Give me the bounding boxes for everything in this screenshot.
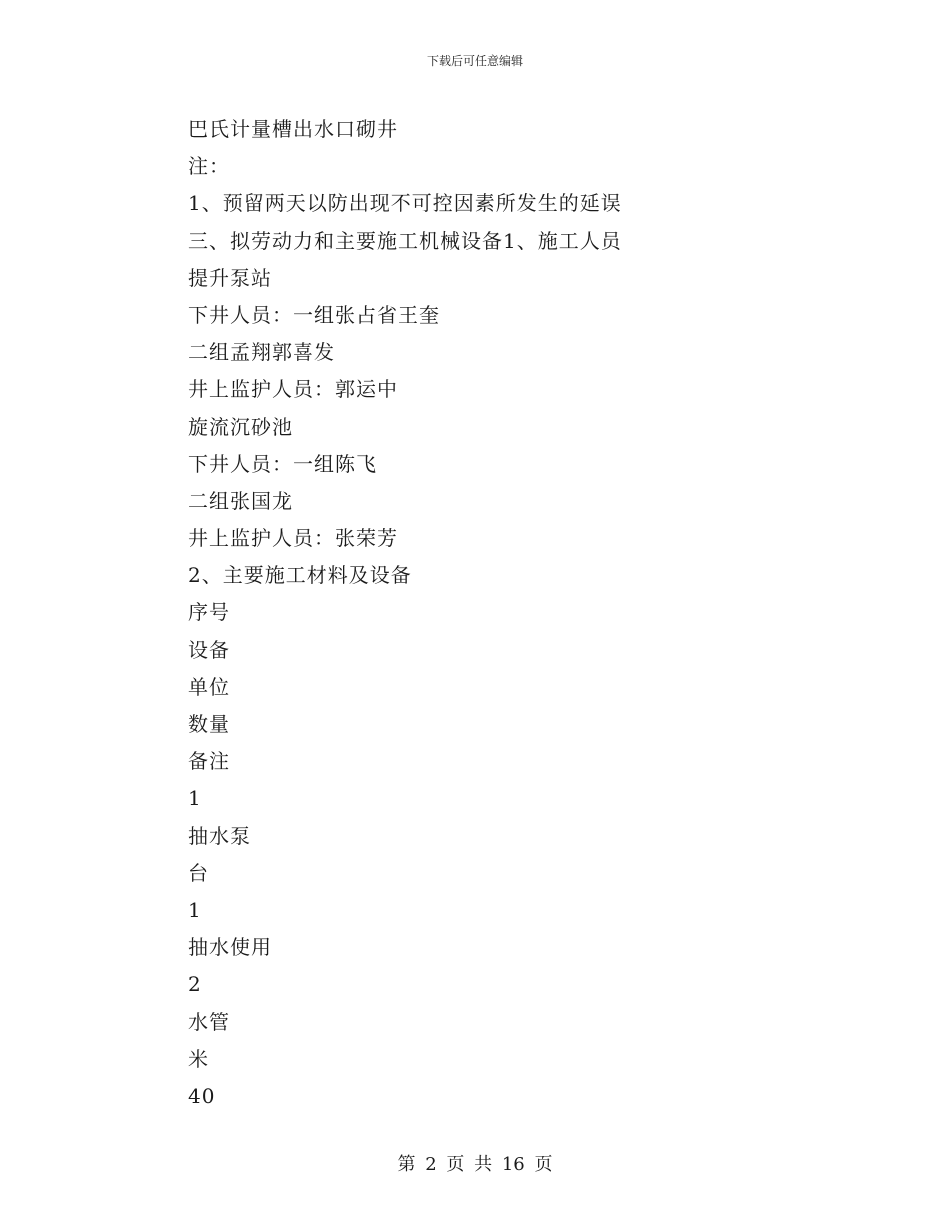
text-line: 二组张国龙 — [188, 488, 293, 513]
text-line: 巴氏计量槽出水口砌井 — [188, 117, 398, 141]
page-footer: 第 2 页 共 16 页 — [397, 1154, 553, 1175]
section-heading: 三、拟劳动力和主要施工机械设备1、施工人员 — [188, 228, 622, 253]
table-cell: 1 — [188, 786, 202, 811]
text-line: 二组孟翔郭喜发 — [188, 340, 335, 365]
text-line: 1、预留两天以防出现不可控因素所发生的延误 — [188, 191, 622, 216]
table-header-cell: 数量 — [188, 712, 230, 736]
document-body — [188, 111, 748, 1115]
table-cell: 抽水使用 — [188, 935, 272, 960]
table-cell: 40 — [188, 1083, 216, 1108]
table-cell: 2 — [188, 972, 202, 997]
table-cell: 抽水泵 — [188, 823, 251, 848]
table-cell: 水管 — [188, 1009, 230, 1034]
page-header: 下载后可任意编辑 — [426, 54, 523, 68]
text-line: 下井人员：一组张占省王奎 — [188, 302, 440, 327]
table-header-cell: 设备 — [188, 637, 230, 662]
text-line: 井上监护人员：郭运中 — [188, 377, 398, 402]
text-line: 井上监护人员：张荣芳 — [188, 526, 398, 551]
table-cell: 米 — [188, 1046, 209, 1071]
text-line: 注： — [188, 154, 230, 179]
table-cell: 台 — [188, 860, 209, 885]
table-cell: 1 — [188, 897, 202, 922]
table-header-cell: 单位 — [188, 674, 230, 699]
text-line: 旋流沉砂池 — [188, 414, 293, 439]
table-header-cell: 序号 — [188, 600, 230, 625]
section-heading: 2、主要施工材料及设备 — [188, 563, 412, 588]
text-line: 提升泵站 — [188, 265, 272, 290]
table-header-cell: 备注 — [188, 749, 230, 774]
text-line: 下井人员：一组陈飞 — [188, 451, 377, 476]
